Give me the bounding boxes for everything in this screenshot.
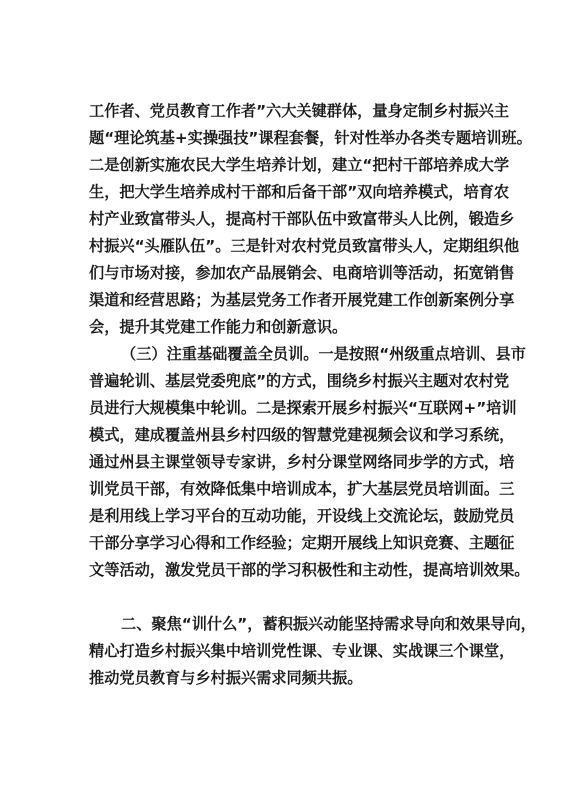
- text-line: 文等活动，激发党员干部的学习积极性和主动性，提高培训效果。: [89, 561, 530, 579]
- paragraph-heading-line: （三）注重基础覆盖全员训。一是按照“州级重点培训、县市: [121, 345, 526, 363]
- text-line: 会，提升其党建工作能力和创新意识。: [89, 318, 348, 336]
- text-line: 工作者、党员教育工作者”六大关键群体，量身定制乡村振兴主: [89, 102, 510, 120]
- text-line: 题“理论筑基+实操强技”课程套餐，针对性举办各类专题培训班。: [89, 129, 532, 147]
- text-line: 渠道和经营思路；为基层党务工作者开展党建工作创新案例分享: [89, 291, 515, 309]
- text-line: 干部分享学习心得和工作经验；定期开展线上知识竞赛、主题征: [89, 534, 515, 552]
- text-line: 村振兴“头雁队伍”。三是针对农村党员致富带头人，定期组织他: [89, 237, 520, 255]
- text-line: 员进行大规模集中轮训。二是探索开展乡村振兴“互联网+”培训: [89, 399, 517, 417]
- text-line: 精心打造乡村振兴集中培训党性课、专业课、实战课三个课堂，: [89, 642, 515, 660]
- text-line: 推动党员教育与乡村振兴需求同频共振。: [89, 669, 363, 687]
- text-line: 生，把大学生培养成村干部和后备干部”双向培养模式，培育农: [89, 183, 510, 201]
- text-line: 村产业致富带头人，提高村干部队伍中致富带头人比例，锻造乡: [89, 210, 515, 228]
- text-line: 是利用线上学习平台的互动功能，开设线上交流论坛，鼓励党员: [89, 507, 515, 525]
- text-line: 二是创新实施农民大学生培养计划，建立“把村干部培养成大学: [89, 156, 510, 174]
- text-line: 普遍轮训、基层党委兜底”的方式，围绕乡村振兴主题对农村党: [89, 372, 510, 390]
- text-line: 模式，建成覆盖州县乡村四级的智慧党建视频会议和学习系统，: [89, 426, 515, 444]
- section-heading-line: 二、聚焦“训什么”，蓄积振兴动能坚持需求导向和效果导向，: [121, 615, 536, 633]
- text-line: 们与市场对接，参加农产品展销会、电商培训等活动，拓宽销售: [89, 264, 515, 282]
- text-line: 通过州县主课堂领导专家讲，乡村分课堂网络同步学的方式，培: [89, 453, 515, 471]
- text-line: 训党员干部，有效降低集中培训成本，扩大基层党员培训面。三: [89, 480, 515, 498]
